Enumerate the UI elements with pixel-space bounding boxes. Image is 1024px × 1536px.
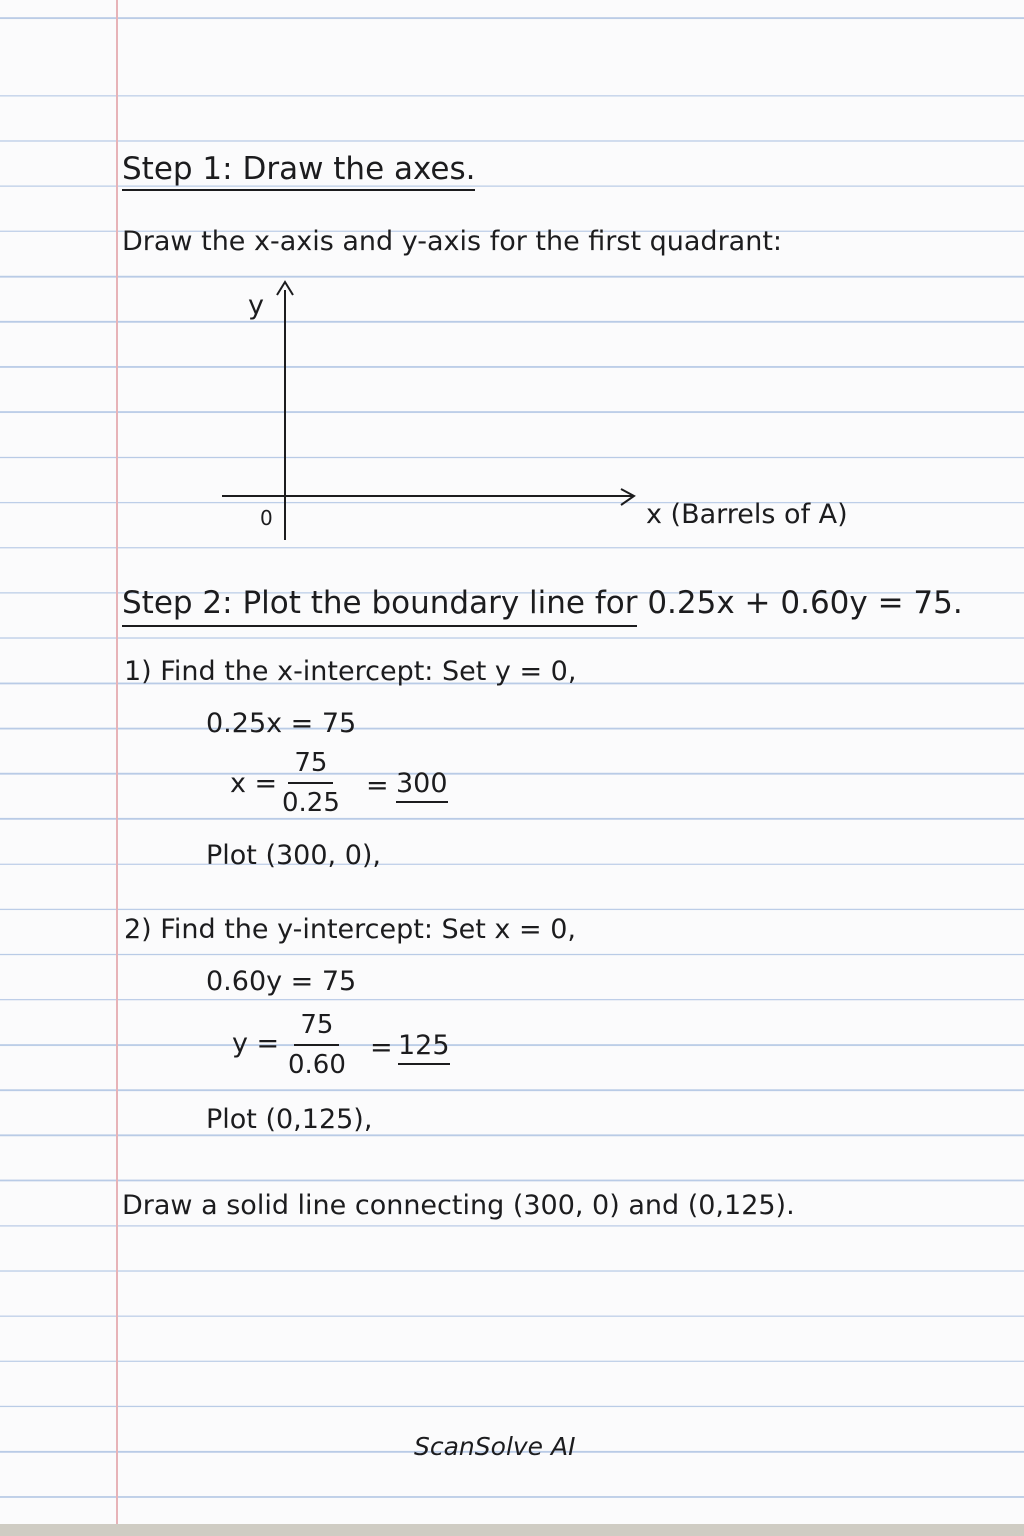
x-fraction-numerator: 75 <box>288 748 333 784</box>
x-intercept-equation: 0.25x = 75 <box>206 708 357 739</box>
step2-title: Step 2: Plot the boundary line for <box>122 585 637 627</box>
x-fraction-denominator: 0.25 <box>282 788 340 818</box>
x-intercept-result: 300 <box>396 770 448 803</box>
origin-label: 0 <box>260 506 273 530</box>
x-intercept-plot: Plot (300, 0), <box>206 840 381 871</box>
x-axis-arrow-icon <box>619 487 637 507</box>
y-fraction-numerator: 75 <box>294 1010 339 1046</box>
step2-heading <box>122 585 963 621</box>
y-fraction-denominator: 0.60 <box>288 1050 346 1080</box>
x-intercept-heading: 1) Find the x-intercept: Set y = 0, <box>124 656 577 687</box>
y-axis-arrow-icon <box>275 279 295 297</box>
step1-instruction: Draw the x-axis and y-axis for the first quadrant: <box>122 226 783 257</box>
y-intercept-plot: Plot (0,125), <box>206 1104 373 1135</box>
x-solve-variable: x = <box>230 768 278 799</box>
step1-heading: Step 1: Draw the axes. <box>122 154 475 191</box>
conclusion-text: Draw a solid line connecting (300, 0) and (0,125). <box>122 1190 795 1221</box>
x-axis-line <box>222 495 632 497</box>
y-solve-equals: = <box>370 1032 393 1063</box>
y-solve-fraction <box>288 1010 346 1080</box>
y-intercept-heading: 2) Find the y-intercept: Set x = 0, <box>124 914 576 945</box>
x-solve-fraction <box>282 748 340 818</box>
margin-line <box>116 0 118 1524</box>
x-axis-label: x (Barrels of A) <box>646 499 848 530</box>
y-solve-variable: y = <box>232 1028 280 1059</box>
y-intercept-result: 125 <box>398 1032 450 1065</box>
y-intercept-equation: 0.60y = 75 <box>206 966 357 997</box>
page-edge <box>0 1524 1024 1536</box>
boundary-equation: 0.25x + 0.60y = 75. <box>647 585 963 621</box>
scansolve-brand: ScanSolve AI <box>414 1432 576 1461</box>
x-solve-equals: = <box>366 770 389 801</box>
y-axis-line <box>284 290 286 540</box>
y-axis-label: y <box>248 290 264 321</box>
